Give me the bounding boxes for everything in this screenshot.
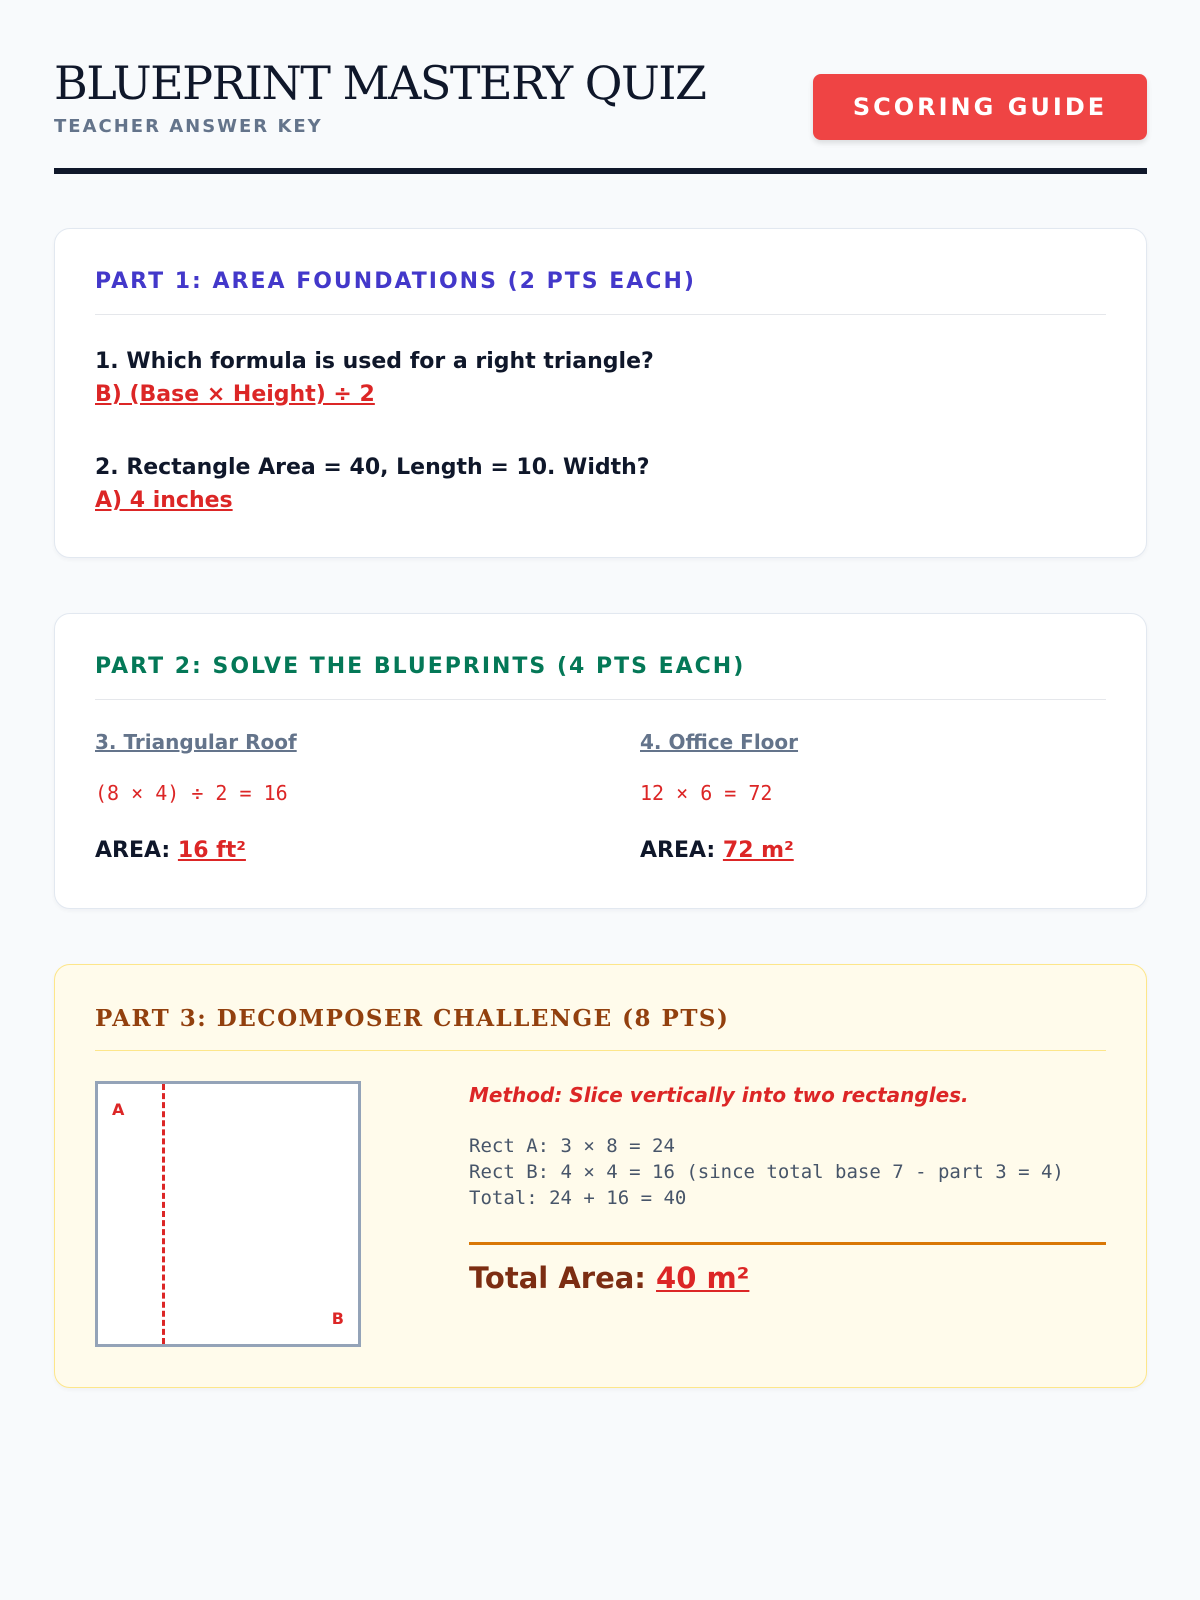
calc-line-rect-a: Rect A: 3 × 8 = 24 [469, 1135, 675, 1157]
problem-3-title: 3. Triangular Roof [95, 730, 297, 754]
question-2-answer: A) 4 inches [95, 488, 233, 513]
part2-card [54, 613, 1147, 909]
part1-heading: PART 1: AREA FOUNDATIONS (2 PTS EACH) [95, 269, 1106, 315]
part3-heading: PART 3: DECOMPOSER CHALLENGE (8 PTS) [95, 1005, 1106, 1051]
problem-3-area-label: AREA: [95, 838, 171, 863]
problem-4-title: 4. Office Floor [640, 730, 799, 754]
page-title: BLUEPRINT MASTERY QUIZ [54, 56, 706, 110]
page-header [54, 0, 1147, 174]
problem-3-area-value: 16 ft² [177, 838, 246, 863]
question-2-text: 2. Rectangle Area = 40, Length = 10. Width? [95, 455, 650, 480]
rect-a-label: A [112, 1100, 125, 1119]
rect-b-label: B [331, 1309, 344, 1328]
part3-card [54, 964, 1147, 1388]
scoring-guide-button[interactable]: SCORING GUIDE [813, 74, 1147, 140]
question-1-text: 1. Which formula is used for a right triangle? [95, 349, 654, 374]
answer-key-page [54, 0, 1147, 1328]
total-area-label: Total Area: [469, 1261, 646, 1295]
part1-card [54, 228, 1147, 558]
part2-heading: PART 2: SOLVE THE BLUEPRINTS (4 PTS EACH) [95, 654, 1106, 700]
calc-line-total: Total: 24 + 16 = 40 [469, 1187, 687, 1209]
total-divider [469, 1242, 1106, 1245]
problem-4-work: 12 × 6 = 72 [640, 781, 773, 805]
method-note: Method: Slice vertically into two rectangles. [469, 1083, 969, 1107]
problem-4-area [640, 838, 794, 863]
problem-3-area [95, 838, 246, 863]
decomposition-diagram [95, 1081, 361, 1347]
slice-line [162, 1084, 165, 1344]
total-area-value: 40 m² [656, 1261, 750, 1295]
question-1-answer: B) (Base × Height) ÷ 2 [95, 382, 375, 407]
problem-3-work: (8 × 4) ÷ 2 = 16 [95, 781, 288, 805]
total-area [469, 1261, 749, 1295]
page-subtitle: TEACHER ANSWER KEY [54, 116, 323, 137]
calc-line-rect-b: Rect B: 4 × 4 = 16 (since total base 7 - part 3 = 4) [469, 1161, 1064, 1183]
problem-4-area-value: 72 m² [722, 838, 794, 863]
problem-4-area-label: AREA: [640, 838, 716, 863]
